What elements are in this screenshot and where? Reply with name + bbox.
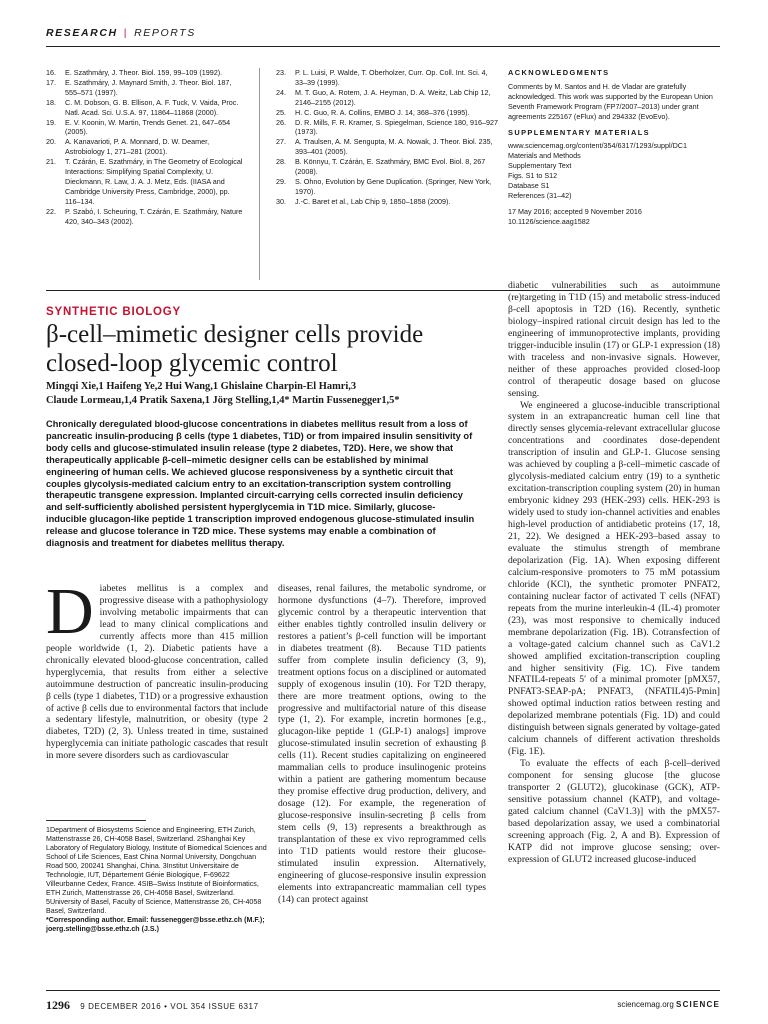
reference-list-1 — [46, 68, 246, 227]
reference-text: S. Ohno, Evolution by Gene Duplication. (Springer, New York, 1970). — [295, 176, 492, 196]
body-text-2: diseases, renal failures, the metabolic syndrome, or hormone dysfunctions (4–7). Therefore, improved glycemic control by a therapeutic intervention that either enables tightly controlled insulin delivery or restores a patient’s β-cell function will be important in diabetes treatment (8). Because T1D patients suffer from complete insulin deficiency (3, 9), treatment options focus on a disciplined or automated supply of exogenous insulin (10). For T2D therapy, there are more treatment options, owing to the progressive and multifactorial nature of this disease type (1, 2). For example, incretin hormones [e.g., glucagon-like peptide 1 (GLP-1) analogs] improve glucose-stimulated insulin secretion of exhausting β cells (11). Recent studies capitalizing on engineered mammalian cells to produce insulinogenic proteins within a patient are gathering momentum because they promise effective drug production, delivery, and dosage (12). For example, the regeneration of glucose-responsive insulin-secreting β cells from stem cells (9, 13) represents a breakthrough as transplantation of these ex vivo reprogrammed cells into T1D patients would restore their glucose-stimulated insulin expression. Alternatively, engineering of glucose-responsive insulin expression elements into extrapancreatic mammalian cell types (14) can protect against — [278, 583, 486, 905]
subsection-label: REPORTS — [134, 27, 196, 39]
reference-item — [276, 108, 498, 118]
reference-text: A. Traulsen, A. M. Sengupta, M. A. Nowak, J. Theor. Biol. 235, 393–401 (2005). — [295, 137, 493, 157]
reference-number: 17. — [46, 77, 56, 87]
affiliation-rule — [46, 820, 146, 821]
reference-number: 24. — [276, 87, 286, 97]
reference-number: 19. — [46, 117, 56, 127]
download-stamp — [728, 300, 758, 820]
affiliation-text: 1Department of Biosystems Science and Engineering, ETH Zurich, Mattenstrasse 26, CH-4058 Basel, Switzerland. 2Shanghai Key Laboratory of Regulatory Biology, Institute of Biomedical Sciences and School of Life Sciences, East China Normal University, Dongchuan Road 500, 200241 Shanghai, China. 3Institut Universitaire de Technologie, IUT, Département Génie Biologique, F-69622 Villeurbanne Cedex, France. 4SIB–Swiss Institute of Bioinformatics, ETH Zurich, Mattenstrasse 26, CH-4058 Basel, Switzerland. 5University of Basel, Faculty of Science, Mattenstrasse 26, CH-4058 Basel, Switzerland. — [46, 826, 267, 915]
reference-item — [276, 197, 498, 207]
reference-text: M. T. Guo, A. Rotem, J. A. Heyman, D. A. Weitz, Lab Chip 12, 2146–2155 (2012). — [295, 87, 491, 107]
corresponding-author: *Corresponding author. Email: fussenegger@bsse.ethz.ch (M.F.); joerg.stelling@bsse.ethz.ch (J.S.) — [46, 916, 265, 933]
supp-line: Supplementary Text — [508, 161, 572, 171]
reference-list-2 — [276, 68, 498, 207]
header-rule — [46, 46, 720, 47]
authors-line-2: Claude Lormeau,1,4 Pratik Saxena,1 Jörg Stelling,1,4* Martin Fussenegger1,5* — [46, 395, 400, 406]
reference-item — [46, 78, 246, 98]
reference-text: A. Kanavarioti, P. A. Monnard, D. W. Deamer, Astrobiology 1, 271–281 (2001). — [65, 137, 210, 157]
reference-number: 29. — [276, 176, 286, 186]
supplementary-list — [508, 141, 718, 200]
supplementary-heading: SUPPLEMENTARY MATERIALS — [508, 127, 650, 137]
article-title: β-cell–mimetic designer cells provide closed-loop glycemic control — [46, 321, 424, 377]
reference-number: 25. — [276, 107, 286, 117]
author-list — [46, 380, 486, 408]
body-text-1: iabetes mellitus is a complex and progressive disease with a pathophysiology involving metabolic impairments that can lead to many clinical complications and currently affects more than 415 million people worldwide (1, 2). Diabetic patients have a chronically elevated blood-glucose concentration, called hyperglycemia, that results from either a selective autoimmune destruction of pancreatic insulin-producing β cells (type 1 diabetes, T1D) or a progressive exhaustion of active β cells due to environmental factors that include a sedentary lifestyle, malnutrition, or obesity (type 2 diabetes, T2D) (2, 3). Unless treated in time, sustained hyperglycemia can initiate pathologic cascades that result in more severe disorders such as cardiovascular — [46, 583, 268, 762]
reference-item — [276, 157, 498, 177]
body-text-3c: To evaluate the effects of each β-cell–derived component for sensing glucose [the glucose transporter 2 (GLUT2), glucokinase (GCK), ATP-sensitive potassium channel (KATP), and voltage-gated calcium channel (CaV1.3)] with the pMX57-based depolarization assay, we used a combinatorial screening approach (Fig. 2, A and B). Expression of KATP did not improve glucose sensing; over-expression of GLUT2 increased glucose-induced — [508, 758, 720, 865]
reference-item — [276, 137, 498, 157]
affiliations — [46, 826, 268, 934]
article-dates — [508, 207, 718, 227]
reference-item — [276, 177, 498, 197]
reference-text: E. Szathmáry, J. Theor. Biol. 159, 99–109 (1992). — [65, 68, 223, 77]
header-separator: | — [123, 27, 129, 39]
reference-item — [46, 68, 246, 78]
reference-item — [46, 157, 246, 207]
reference-text: B. Könnyu, T. Czárán, E. Szathmáry, BMC Evol. Biol. 8, 267 (2008). — [295, 157, 486, 177]
reference-number: 22. — [46, 206, 56, 216]
reference-number: 28. — [276, 157, 286, 167]
reference-text: C. M. Dobson, G. B. Ellison, A. F. Tuck, V. Vaida, Proc. Natl. Acad. Sci. U.S.A. 97, 11864–11868 (2000). — [65, 97, 239, 117]
reference-number: 27. — [276, 137, 286, 147]
reference-item — [46, 137, 246, 157]
reference-text: P. Szabó, I. Scheuring, T. Czárán, E. Szathmáry, Nature 420, 340–343 (2002). — [65, 206, 243, 226]
reference-text: P. L. Luisi, P. Walde, T. Oberholzer, Curr. Op. Coll. Int. Sci. 4, 33–39 (1999). — [295, 68, 488, 87]
reference-number: 21. — [46, 157, 56, 167]
reference-text: H. C. Guo, R. A. Collins, EMBO J. 14, 368–376 (1995). — [295, 107, 470, 117]
section-label: RESEARCH — [46, 27, 118, 39]
reference-item — [46, 207, 246, 227]
doi[interactable]: 10.1126/science.aag1582 — [508, 216, 590, 226]
supp-line: References (31–42) — [508, 190, 572, 200]
issue-info: 9 DECEMBER 2016 • VOL 354 ISSUE 6317 — [80, 1002, 259, 1011]
reference-text: J.-C. Baret et al., Lab Chip 9, 1850–1858 (2009). — [295, 196, 451, 206]
body-column-3 — [508, 280, 720, 866]
reference-item — [46, 118, 246, 138]
supp-line: Materials and Methods — [508, 151, 581, 161]
body-column-2 — [278, 583, 486, 906]
reference-number: 23. — [276, 68, 286, 77]
reference-item — [276, 68, 498, 88]
acknowledgments-text: Comments by M. Santos and H. de Vladar are gratefully acknowledged. This work was supported by the European Union Seventh Framework Program (FP7/2007–2013) under grant agreements 225167 (eFlux) and 294332 (EvoEvo). — [508, 81, 713, 121]
reference-text: D. R. Mills, F. R. Kramer, S. Spiegelman, Science 180, 916–927 (1973). — [295, 117, 498, 137]
abstract: Chronically deregulated blood-glucose concentrations in diabetes mellitus result from a loss of pancreatic insulin-producing β cells (type 1 diabetes, T1D) or from impaired insulin sensitivity of body cells and glucose-stimulated insulin release (type 2 diabetes, T2D). Here, we show that therapeutically applicable β-cell–mimetic designer cells can be established by minimal engineering of human cells. We achieved glucose responsiveness by a synthetic circuit that couples glycolysis-mediated calcium entry to an excitation-transcription system controlling therapeutic transgene expression. Implanted circuit-carrying cells corrected insulin deficiency and self-sufficiently abolished persistent hyperglycemia in T1D mice. Similarly, glucose-inducible glucagon-like peptide 1 transcription improved endogenous glucose-stimulated insulin release and glucose tolerance in T2D mice. These systems may enable a combination of diagnosis and treatment for diabetes mellitus therapy. — [46, 419, 475, 549]
acknowledgments-block — [508, 68, 718, 233]
supp-line: Figs. S1 to S12 — [508, 171, 558, 181]
reference-number: 18. — [46, 97, 56, 107]
reference-number: 30. — [276, 196, 286, 206]
reference-item — [276, 88, 498, 108]
running-header — [46, 27, 196, 39]
body-text-3b: We engineered a glucose-inducible transcriptional system in an extrapancreatic human cell line that directly senses glycemia-relevant extracellular glucose concentrations and coordinates dose-dependent transcription of insulin and GLP-1. Glucose sensing was achieved by coupling a β-cell–mimetic cascade of glycolysis-mediated calcium entry (19) to a synthetic excitation-transcription coupling system (20) in human embryonic kidney 293 (HEK-293) cells. HEK-293 is widely used to study ion-channel activities and enables high-level production of antidiabetic proteins (17, 18, 21, 22). We designed a HEK-293–based assay to evaluate the stimulus strength of membrane depolarization (Fig. 1A). When exposing different calcium-responsive promoters to 75 mM potassium chloride (KCl), the synthetic promoter PNFAT2, containing nuclear factor of activated T cells (NFAT) repeats from the murine interleukin-4 (IL-4) promoter (23), was most responsive to chemically induced membrane depolarization (Fig. 1B). Cotransfection of a voltage-gated calcium channel such as CaV1.2 showed amplified excitation-transcription coupling and higher sensitivity (Fig. 1C). Five tandem NFATIL4-repeats 5′ of a minimal promoter [pMX57, PNFAT3-SEAP-pA; PNFAT3, (NFATIL4)5-Pmin] showed optimal induction ratios between resting and depolarized membrane potentials (Fig. 1D) and could distinguish between signals generated by voltage-gated calcium channels of different activation thresholds (Fig. 1E). — [508, 399, 720, 758]
received-accepted: 17 May 2016; accepted 9 November 2016 — [508, 206, 642, 216]
reference-item — [276, 118, 498, 138]
supp-line[interactable]: www.sciencemag.org/content/354/6317/1293/suppl/DC1 — [508, 141, 687, 151]
authors-line-1: Mingqi Xie,1 Haifeng Ye,2 Hui Wang,1 Ghislaine Charpin-El Hamri,3 — [46, 381, 357, 392]
reference-number: 20. — [46, 137, 56, 147]
reference-number: 26. — [276, 117, 286, 127]
body-text-3a: diabetic vulnerabilities such as autoimmune (re)targeting in T1D (15) and metabolic stress-induced β-cell apoptosis in T2D (16). Recently, synthetic biology–inspired rational circuit design has led to the engineering of immunoprotective implants, providing trigger-inducible insulin (17) or GLP-1 expression (18) with traceless and non-invasive signals. However, neither of these approaches provided closed-loop control of therapeutic dosage based on glucose sensing. — [508, 280, 720, 399]
supp-line: Database S1 — [508, 181, 550, 191]
body-column-1 — [46, 575, 268, 762]
footer-rule — [46, 990, 720, 991]
reference-number: 16. — [46, 68, 56, 77]
page-footer — [46, 998, 720, 1013]
article-kicker: SYNTHETIC BIOLOGY — [46, 306, 181, 318]
footer-journal: SCIENCE — [676, 1000, 720, 1009]
reference-item — [46, 98, 246, 118]
reference-text: E. V. Koonin, W. Martin, Trends Genet. 21, 647–654 (2005). — [65, 117, 231, 137]
reference-text: E. Szathmáry, J. Maynard Smith, J. Theor. Biol. 187, 555–571 (1997). — [65, 77, 232, 97]
footer-right — [617, 1000, 720, 1009]
drop-cap: D — [46, 575, 94, 648]
column-divider — [259, 68, 260, 280]
footer-site[interactable]: sciencemag.org — [617, 1000, 674, 1009]
acknowledgments-heading: ACKNOWLEDGMENTS — [508, 68, 610, 77]
page-number: 1296 — [46, 998, 70, 1012]
reference-text: T. Czárán, E. Szathmáry, in The Geometry of Ecological Interactions: Simplifying Spatial Complexity, U. Dieckmann, R. Law, J. A. J. Metz, Eds. (IIASA and Cambridge University Press, Cambridge, 2000), pp. 116–134. — [65, 157, 243, 206]
